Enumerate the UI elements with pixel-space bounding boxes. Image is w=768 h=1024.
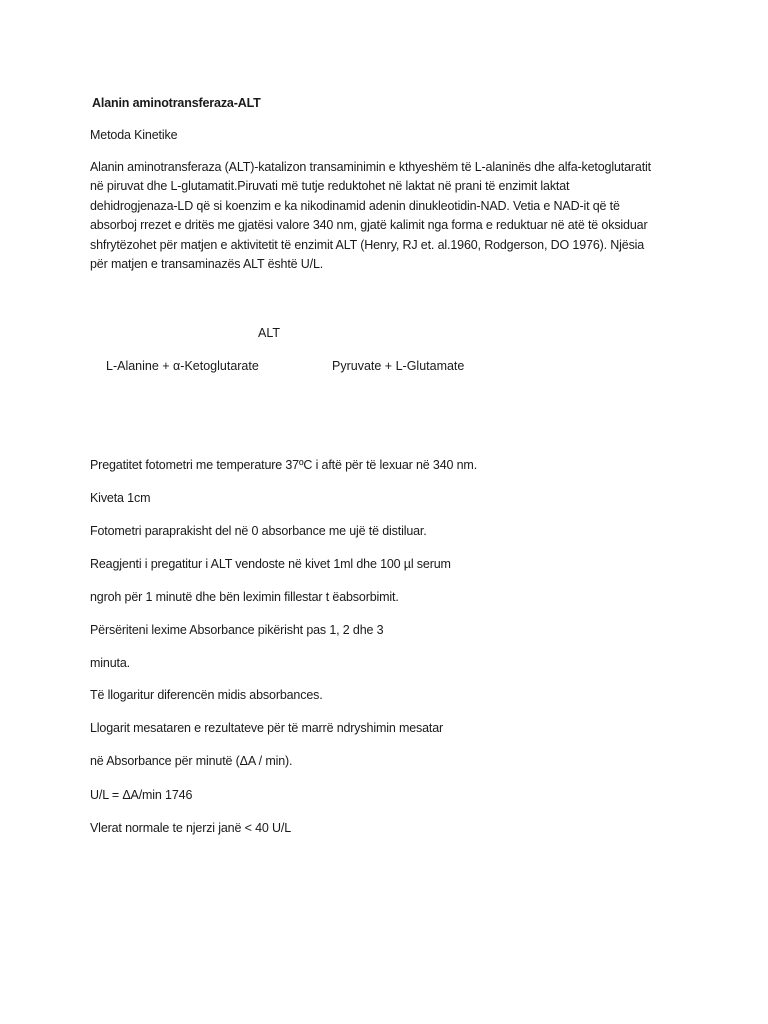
document-title: Alanin aminotransferaza-ALT: [92, 96, 261, 110]
step-line: minuta.: [90, 656, 130, 670]
step-line: në Absorbance për minutë (ΔA / min).: [90, 754, 293, 768]
intro-line: dehidrogjenaza-LD që si koenzim e ka nikodinamid adenin dinukleotidin-NAD. Vetia e NAD-it që të: [90, 198, 620, 213]
step-line: Pregatitet fotometri me temperature 37ºC i aftë për të lexuar në 340 nm.: [90, 458, 478, 472]
reaction-enzyme: ALT: [258, 326, 280, 340]
step-line: Llogarit mesataren e rezultateve për të marrë ndryshimin mesatar: [90, 721, 444, 735]
intro-paragraph: [90, 158, 690, 274]
reaction-substrates: L-Alanine + α-Ketoglutarate: [106, 359, 259, 373]
step-line: Kiveta 1cm: [90, 491, 151, 505]
intro-line: Alanin aminotransferaza (ALT)-katalizon transaminimin e kthyeshëm të L-alaninës dhe alfa-ketoglutaratit: [90, 160, 651, 174]
step-line: Përsëriteni lexime Absorbance pikërisht pas 1, 2 dhe 3: [90, 623, 384, 637]
intro-line: për matjen e transaminazës ALT është U/L.: [90, 257, 324, 272]
intro-line: absorboj rrezet e dritës me gjatësi valore 340 nm, gjatë kalimit nga forma e reduktuar në atë të oksiduar: [90, 218, 648, 233]
intro-line: shfrytëzohet për matjen e aktivitetit të enzimit ALT (Henry, RJ et. al.1960, Rodgerson, DO 1976). Njësia: [90, 237, 645, 252]
method-heading: Metoda Kinetike: [90, 128, 178, 142]
formula-line: U/L = ΔA/min 1746: [90, 788, 193, 802]
normal-values-line: Vlerat normale te njerzi janë < 40 U/L: [90, 821, 292, 835]
step-line: Fotometri paraprakisht del në 0 absorbance me ujë të distiluar.: [90, 524, 427, 538]
intro-line: në piruvat dhe L-glutamatit.Piruvati më tutje reduktohet në laktat në prani të enzimit laktat: [90, 179, 570, 194]
step-line: ngroh për 1 minutë dhe bën leximin fillestar t ëabsorbimit.: [90, 590, 399, 604]
step-line: Të llogaritur diferencën midis absorbances.: [90, 688, 323, 702]
step-line: Reagjenti i pregatitur i ALT vendoste në kivet 1ml dhe 100 µl serum: [90, 557, 451, 571]
reaction-products: Pyruvate + L-Glutamate: [332, 359, 465, 373]
